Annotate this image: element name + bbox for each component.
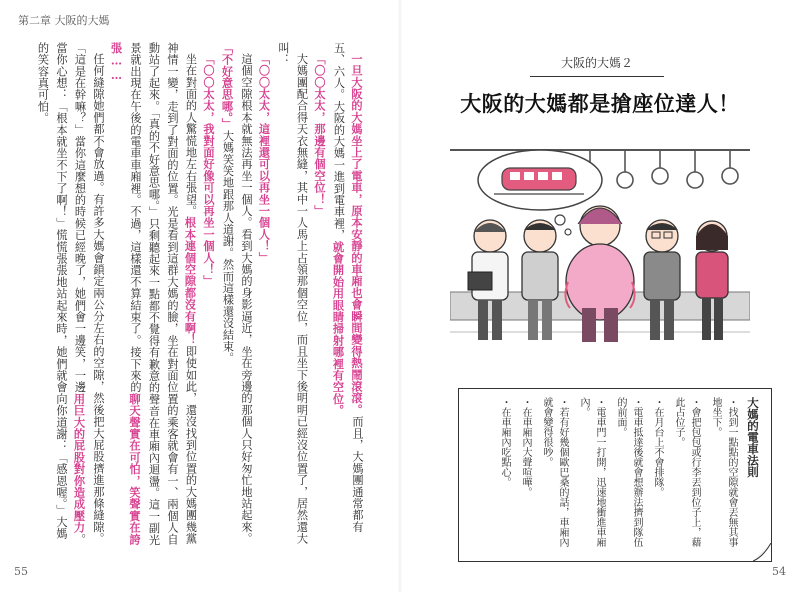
body-paragraph <box>311 42 330 550</box>
body-paragraph <box>274 42 311 550</box>
rule-item: ・ 在車廂內吃點心。 <box>496 397 512 553</box>
section-rule <box>530 76 664 77</box>
body-paragraph <box>107 42 200 550</box>
highlighted-text: 用巨大的屁股對你造成壓力 <box>72 393 87 534</box>
section-label: 大阪的大媽２ <box>560 56 633 70</box>
train-rules-box <box>458 388 772 562</box>
running-head: 第二章 大阪的大媽 <box>18 14 110 27</box>
highlighted-text: 「〇〇太太，那邊有個空位！」 <box>313 53 327 217</box>
rule-item: ・ 找到一點點的空隙就會丟無其事地坐下。 <box>707 397 739 553</box>
highlighted-text: 一旦大阪的大媽坐上了電車，原本安靜的車廂也會瞬間變得熱鬧滾滾。 <box>350 53 364 416</box>
highlighted-text: 「〇〇太太，這裡還可以再坐一個人！」 <box>257 53 272 264</box>
highlighted-text: 就會開始用眼睛掃射哪裡有空位。 <box>331 240 346 417</box>
passenger-man <box>522 220 558 340</box>
highlighted-text: 「不好意思哪。」 <box>220 42 235 130</box>
rules-list <box>496 397 739 553</box>
obasan-in-pink <box>565 206 634 342</box>
rule-item: ・ 電車門一打開，迅速地衝進車廂內。 <box>575 397 607 553</box>
highlighted-text: 根本連個空隙都沒有啊！ <box>183 217 198 346</box>
body-paragraph <box>255 42 274 550</box>
page-number-left: 55 <box>14 565 28 578</box>
rule-item: ・ 在月台上不會排隊。 <box>649 397 665 553</box>
body-text-segment: 。當你心想：「根本就坐不下了啊！」慌慌張張地站起來時，她們就會向你道謝：「感恩喔。」大媽的笑容真可怕。 <box>36 42 87 546</box>
rules-title: 大媽的電車法則 <box>746 397 760 478</box>
rules-content <box>491 397 761 553</box>
highlighted-text: 「〇〇太太，我對面好像可以再坐一個人！」 <box>202 53 216 288</box>
body-paragraph <box>218 42 255 550</box>
body-text-segment: 大媽團配合得天衣無縫，其中一人馬上占領那個空位，而且坐下後明明已經沒位置了，居然還大叫： <box>277 42 309 545</box>
passenger-woman <box>696 221 728 340</box>
body-text-segment: 任何縫隙她們都不會放過。有許多大媽會鎖定兩公分左右的空隙，然後把大屁股擠進那條縫隙。「這是在幹嘛？」當你這麼想的時候已經晚了，她們會一邊笑，一邊 <box>73 42 105 545</box>
body-text-segment: 這個空隙根本就無法再坐一個人。看到大媽的身影逼近，坐在旁邊的那個人只好匆忙地站起來。 <box>240 53 253 545</box>
train-illustration <box>450 132 750 372</box>
right-page <box>400 0 800 592</box>
body-paragraph <box>200 42 219 550</box>
body-text-segment: 大媽笑笑地跟那人道謝。然而這樣還沒結束。 <box>221 130 235 364</box>
page-curl-icon <box>753 543 771 561</box>
highlighted-text: 聊天聲實在可怕，笑聲實在誇張…… <box>109 42 142 546</box>
passenger-with-glasses <box>644 220 680 340</box>
body-text-segment: 而且，大媽團通常都有五、六人。大阪的大媽一進到電車裡， <box>332 42 364 533</box>
rule-item: ・ 在車廂內大聲喧嘩。 <box>517 397 533 553</box>
passenger-with-book <box>468 220 508 340</box>
body-paragraph <box>329 42 366 550</box>
headline: 大阪的大媽都是搶座位達人！ <box>460 92 740 116</box>
hand-strap-icons <box>582 150 738 188</box>
rule-item: ・ 若有好幾個歐巴桑的話，車廂內就會變得很吵。 <box>538 397 570 553</box>
page-number-right: 54 <box>772 565 786 578</box>
body-paragraph <box>33 42 107 550</box>
body-text <box>20 42 366 550</box>
body-text-segment: 即使如此，還沒找到位置的大媽團幾黨神情一變，走到了對面的位置。光是看到這群大媽的臉，坐在對面位置的乘客就會有一、兩個人自動站了起來。「真的不好意思哪。」只剩聽起來一點都不覺得有歉意的聲音在車廂內迴盪。這一副光景就出現在午後的電車車廂裡。不過，這樣還不算結束了。接下來的 <box>129 42 198 546</box>
rule-item: ・ 電車抵達後就會想辦法擠到隊伍的前面。 <box>612 397 644 553</box>
rule-item: ・ 會把包包或行李丟到位子上，藉此占位子。 <box>670 397 702 553</box>
body-text-segment: 坐在對面的人驚慌地左右張望。 <box>184 53 198 217</box>
